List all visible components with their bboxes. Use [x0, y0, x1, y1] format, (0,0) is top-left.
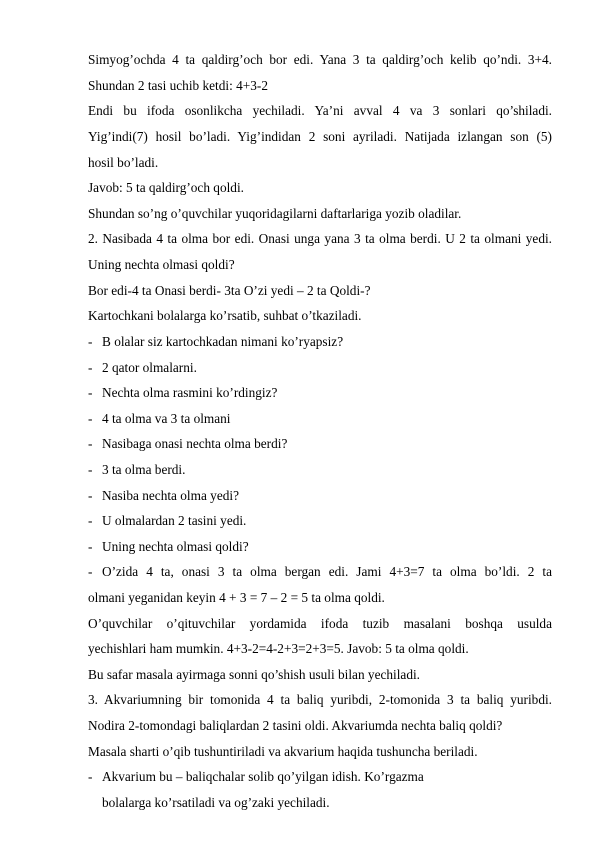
bullet-text: O’zida 4 ta, onasi 3 ta olma bergan edi. Jami 4+3=7 ta olma bo’ldi. 2 ta — [102, 564, 552, 579]
bullet-text: Nasibaga onasi nechta olma berdi? — [102, 436, 288, 451]
paragraph-line: Nodira 2-tomondagi baliqlardan 2 tasini oldi. Akvariumda nechta baliq qoldi? — [88, 718, 503, 733]
bullet-text: Uning nechta olmasi qoldi? — [102, 539, 249, 554]
paragraph-line: Yig’indi(7) hosil bo’ladi. Yig’indidan 2 soni ayriladi. Natijada izlangan son (5) — [88, 129, 552, 144]
bullet-text: Nasiba nechta olma yedi? — [102, 488, 239, 503]
bullet-text: 3 ta olma berdi. — [102, 462, 186, 477]
paragraph-line: O’quvchilar o’qituvchilar yordamida ifoda tuzib masalani boshqa usulda — [88, 616, 552, 631]
paragraph-line: Uning nechta olmasi qoldi? — [88, 257, 235, 272]
paragraph-line: olmani yeganidan keyin 4 + 3 = 7 – 2 = 5 ta olma qoldi. — [88, 590, 385, 605]
bullet-dash: - — [88, 462, 93, 477]
bullet-dash: - — [88, 564, 93, 579]
paragraph-line: hosil bo’ladi. — [88, 155, 159, 170]
paragraph-line: Bu safar masala ayirmaga sonni qo’shish usuli bilan yechiladi. — [88, 667, 420, 682]
bullet-dash: - — [88, 513, 93, 528]
paragraph-line: 3. Akvariumning bir tomonida 4 ta baliq yuribdi, 2-tomonida 3 ta baliq yuribdi. — [88, 692, 552, 707]
bullet-dash: - — [88, 360, 93, 375]
bullet-dash: - — [88, 385, 93, 400]
paragraph-line: Javob: 5 ta qaldirg’och qoldi. — [88, 180, 244, 195]
bullet-text: 4 ta olma va 3 ta olmani — [102, 411, 231, 426]
bullet-text: bolalarga ko’rsatiladi va og’zaki yechiladi. — [102, 795, 330, 810]
paragraph-line: 2. Nasibada 4 ta olma bor edi. Onasi unga yana 3 ta olma berdi. U 2 ta olmani yedi. — [88, 231, 552, 246]
bullet-dash: - — [88, 334, 93, 349]
bullet-dash: - — [88, 769, 93, 784]
bullet-text: B olalar siz kartochkadan nimani ko’ryapsiz? — [102, 334, 344, 349]
bullet-dash: - — [88, 436, 93, 451]
bullet-text: 2 qator olmalarni. — [102, 360, 197, 375]
paragraph-line: Simyog’ochda 4 ta qaldirg’och bor edi. Yana 3 ta qaldirg’och kelib qo’ndi. 3+4. — [88, 52, 552, 67]
bullet-dash: - — [88, 411, 93, 426]
paragraph-line: Bor edi-4 ta Onasi berdi- 3ta O’zi yedi – 2 ta Qoldi-? — [88, 283, 371, 298]
paragraph-line: Shundan so’ng o’quvchilar yuqoridagilarni daftarlariga yozib oladilar. — [88, 206, 462, 221]
bullet-text: Nechta olma rasmini ko’rdingiz? — [102, 385, 278, 400]
bullet-dash: - — [88, 488, 93, 503]
paragraph-line: Endi bu ifoda osonlikcha yechiladi. Ya’ni avval 4 va 3 sonlari qo’shiladi. — [88, 103, 552, 118]
bullet-text: U olmalardan 2 tasini yedi. — [102, 513, 247, 528]
paragraph-line: Kartochkani bolalarga ko’rsatib, suhbat o’tkaziladi. — [88, 308, 362, 323]
paragraph-line: Masala sharti o’qib tushuntiriladi va akvarium haqida tushuncha beriladi. — [88, 744, 478, 759]
paragraph-line: Shundan 2 tasi uchib ketdi: 4+3-2 — [88, 78, 268, 93]
paragraph-line: yechishlari ham mumkin. 4+3-2=4-2+3=2+3=5. Javob: 5 ta olma qoldi. — [88, 641, 469, 656]
bullet-dash: - — [88, 539, 93, 554]
bullet-text: Akvarium bu – baliqchalar solib qo’yilgan idish. Ko’rgazma — [102, 769, 424, 784]
